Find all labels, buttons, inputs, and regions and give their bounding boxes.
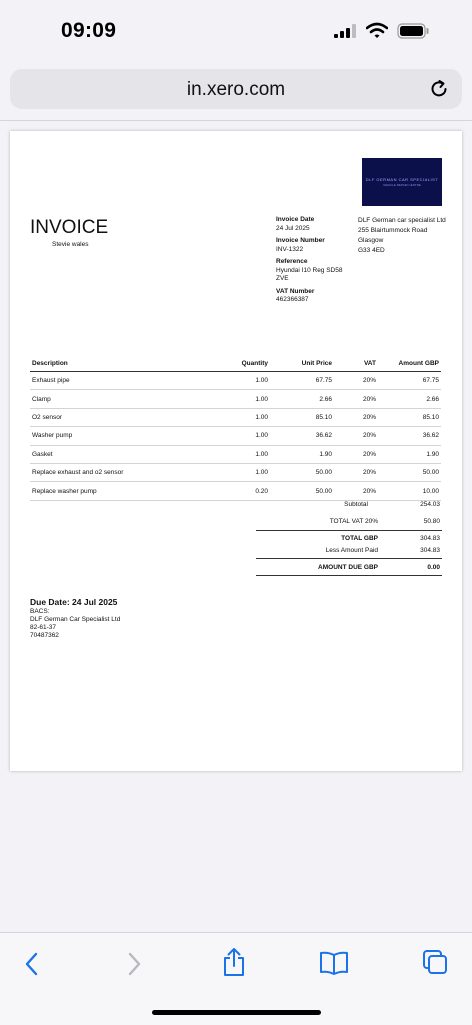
total-label: TOTAL GBP bbox=[341, 535, 378, 542]
item-quantity: 1.00 bbox=[206, 408, 270, 426]
home-indicator bbox=[152, 1010, 321, 1015]
column-header-description: Description bbox=[30, 356, 206, 372]
share-icon[interactable] bbox=[222, 947, 246, 977]
logo-subtext: VEHICLE REPAIR CENTRE bbox=[383, 183, 421, 187]
item-amount: 1.90 bbox=[378, 445, 441, 463]
bill-to-name: Stevie wales bbox=[52, 241, 89, 248]
cellular-signal-icon bbox=[334, 24, 356, 38]
item-vat: 20% bbox=[334, 482, 378, 500]
subtotal-label: Subtotal bbox=[344, 501, 368, 508]
logo-text: DLF GERMAN CAR SPECIALIST bbox=[365, 177, 439, 182]
item-amount: 10.00 bbox=[378, 482, 441, 500]
item-amount: 85.10 bbox=[378, 408, 441, 426]
totals-divider bbox=[256, 558, 442, 559]
address-line: 255 Blairtummock Road bbox=[358, 227, 428, 234]
company-logo bbox=[362, 158, 442, 206]
invoice-document bbox=[10, 131, 462, 771]
item-unit-price: 2.66 bbox=[270, 390, 334, 408]
table-row bbox=[30, 427, 441, 445]
invoice-date-label: Invoice Date bbox=[276, 216, 315, 223]
battery-icon bbox=[397, 23, 430, 39]
table-row bbox=[30, 445, 441, 463]
item-vat: 20% bbox=[334, 408, 378, 426]
tabs-icon[interactable] bbox=[422, 949, 448, 975]
line-items-table bbox=[30, 356, 441, 501]
vat-total-value: 50.80 bbox=[423, 518, 440, 525]
item-quantity: 1.00 bbox=[206, 445, 270, 463]
address-line: G33 4ED bbox=[358, 247, 385, 254]
due-date: Due Date: 24 Jul 2025 bbox=[30, 597, 118, 607]
item-amount: 50.00 bbox=[378, 463, 441, 481]
item-amount: 36.62 bbox=[378, 427, 441, 445]
item-quantity: 1.00 bbox=[206, 372, 270, 390]
url-text: in.xero.com bbox=[186, 79, 286, 100]
divider bbox=[0, 120, 472, 121]
vat-number: 462366387 bbox=[276, 296, 309, 303]
amount-paid-label: Less Amount Paid bbox=[325, 547, 378, 554]
item-amount: 67.75 bbox=[378, 372, 441, 390]
item-quantity: 1.00 bbox=[206, 463, 270, 481]
table-row bbox=[30, 408, 441, 426]
clock-time: 09:09 bbox=[61, 19, 117, 42]
column-header-vat: VAT bbox=[334, 356, 378, 372]
invoice-title: INVOICE bbox=[30, 217, 109, 238]
vat-total-label: TOTAL VAT 20% bbox=[329, 518, 378, 525]
item-unit-price: 67.75 bbox=[270, 372, 334, 390]
column-header-unit-price: Unit Price bbox=[270, 356, 334, 372]
invoice-number: INV-1322 bbox=[276, 245, 304, 253]
invoice-date: 24 Jul 2025 bbox=[276, 224, 310, 232]
payment-method: BACS: bbox=[30, 608, 50, 615]
item-description: Replace exhaust and o2 sensor bbox=[30, 463, 206, 481]
sort-code: 82-61-37 bbox=[30, 624, 57, 631]
table-row bbox=[30, 372, 441, 390]
item-description: Exhaust pipe bbox=[30, 372, 206, 390]
item-vat: 20% bbox=[334, 427, 378, 445]
amount-due-label: AMOUNT DUE GBP bbox=[318, 564, 378, 571]
table-header-row bbox=[30, 356, 441, 372]
item-unit-price: 1.90 bbox=[270, 445, 334, 463]
item-unit-price: 50.00 bbox=[270, 463, 334, 481]
invoice-meta bbox=[276, 216, 352, 309]
item-vat: 20% bbox=[334, 463, 378, 481]
column-header-quantity: Quantity bbox=[206, 356, 270, 372]
amount-paid-value: 304.83 bbox=[420, 547, 440, 554]
item-unit-price: 50.00 bbox=[270, 482, 334, 500]
forward-icon[interactable] bbox=[124, 951, 144, 977]
reference-value: Hyundai I10 Reg SD58 ZVE bbox=[276, 266, 343, 282]
table-row bbox=[30, 482, 441, 500]
amount-due-value: 0.00 bbox=[427, 564, 440, 571]
table-row bbox=[30, 463, 441, 481]
item-description: Gasket bbox=[30, 445, 206, 463]
reload-icon[interactable] bbox=[428, 78, 450, 100]
item-quantity: 0.20 bbox=[206, 482, 270, 500]
table-row bbox=[30, 390, 441, 408]
item-description: O2 sensor bbox=[30, 408, 206, 426]
totals-divider bbox=[256, 575, 442, 576]
address-line: DLF German car specialist Ltd bbox=[358, 217, 446, 224]
wifi-icon bbox=[366, 22, 388, 39]
invoice-number-label: Invoice Number bbox=[276, 237, 325, 244]
payment-details bbox=[30, 598, 120, 640]
subtotal-value: 254.03 bbox=[420, 501, 440, 508]
totals-divider bbox=[256, 530, 442, 531]
item-unit-price: 36.62 bbox=[270, 427, 334, 445]
item-vat: 20% bbox=[334, 445, 378, 463]
column-header-amount: Amount GBP bbox=[378, 356, 441, 372]
address-bar[interactable] bbox=[10, 69, 462, 109]
vat-number-label: VAT Number bbox=[276, 287, 315, 295]
item-vat: 20% bbox=[334, 390, 378, 408]
status-bar bbox=[0, 0, 472, 62]
reference-label: Reference bbox=[276, 258, 308, 265]
back-icon[interactable] bbox=[22, 951, 42, 977]
item-quantity: 1.00 bbox=[206, 427, 270, 445]
item-vat: 20% bbox=[334, 372, 378, 390]
item-description: Washer pump bbox=[30, 427, 206, 445]
item-description: Replace washer pump bbox=[30, 482, 206, 500]
seller-address bbox=[358, 216, 453, 256]
total-value: 304.83 bbox=[420, 535, 440, 542]
address-line: Glasgow bbox=[358, 237, 384, 244]
item-quantity: 1.00 bbox=[206, 390, 270, 408]
account-number: 70487362 bbox=[30, 632, 59, 639]
account-name: DLF German Car Specialist Ltd bbox=[30, 616, 121, 623]
item-description: Clamp bbox=[30, 390, 206, 408]
item-amount: 2.66 bbox=[378, 390, 441, 408]
bookmarks-icon[interactable] bbox=[319, 951, 349, 975]
item-unit-price: 85.10 bbox=[270, 408, 334, 426]
